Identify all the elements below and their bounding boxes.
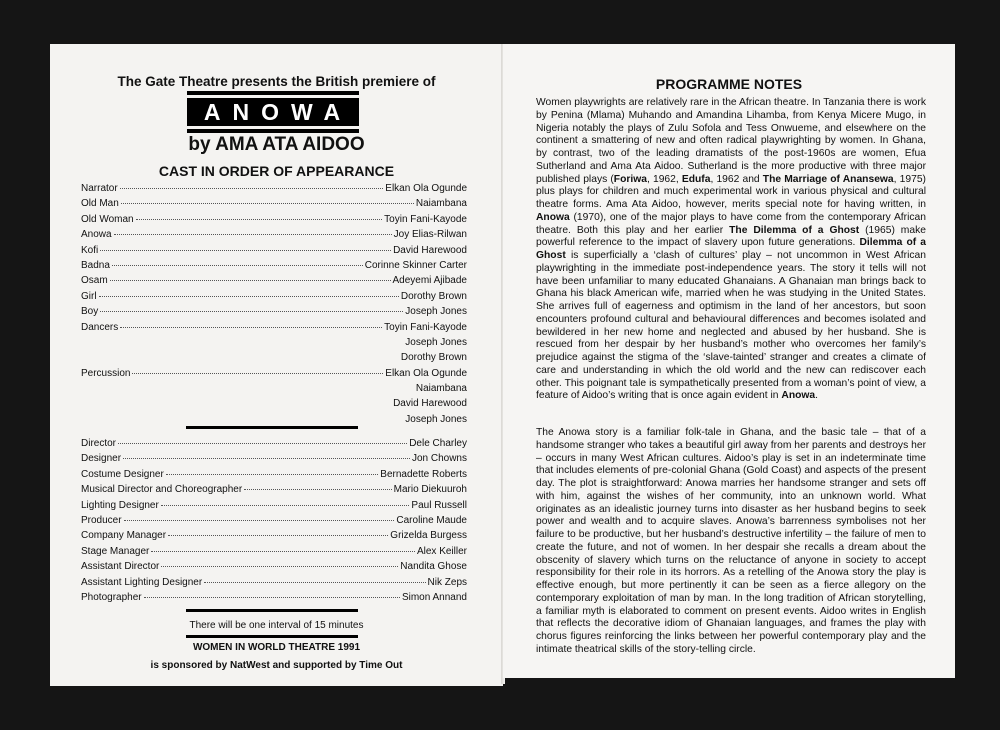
cast-name: Toyin Fani-Kayode bbox=[384, 213, 467, 225]
title-reference: The Marriage of Anansewa bbox=[762, 173, 894, 185]
cast-name: Elkan Ola Ogunde bbox=[385, 183, 467, 194]
cast-row bbox=[81, 322, 467, 337]
cast-row bbox=[81, 260, 467, 275]
dot-leader bbox=[244, 489, 391, 490]
dot-leader bbox=[112, 265, 363, 266]
title-reference: Edufa bbox=[681, 173, 711, 185]
cast-role: Dancers bbox=[81, 321, 119, 333]
dot-leader bbox=[100, 311, 403, 312]
cast-row bbox=[81, 398, 467, 413]
byline: by AMA ATA AIDOO bbox=[188, 134, 365, 155]
dot-leader bbox=[99, 296, 399, 297]
text-run: , 1962, bbox=[646, 173, 682, 185]
dot-leader bbox=[144, 597, 400, 598]
crew-row bbox=[81, 577, 467, 592]
cast-name: Joseph Jones bbox=[405, 306, 467, 318]
interval-note: There will be one interval of 15 minutes bbox=[189, 620, 364, 631]
cast-row bbox=[81, 368, 467, 383]
cast-role: Osam bbox=[81, 275, 108, 287]
cast-name: Joseph Jones bbox=[405, 413, 467, 425]
dot-leader bbox=[136, 219, 383, 220]
cast-role: Badna bbox=[81, 259, 110, 271]
notes-paragraph bbox=[536, 427, 926, 657]
cast-list bbox=[81, 183, 467, 429]
cast-row bbox=[81, 229, 467, 244]
crew-row bbox=[81, 438, 467, 453]
title-reference: Foriwa bbox=[613, 173, 647, 185]
text-run: . bbox=[815, 390, 819, 402]
text-run: is superficially a ‘clash of cultures’ play – not uncommon in West African playwrighting in the immediate post-independence years. The story it tells will not have been unfamiliar to many educated Ghanaians. A Ghanaian man brings back to Ghana his black American wife, married when he was studying in the United States. She arrives full of eagerness and optimism in the land of her ancestors, but soon encounters profound cultural and behavioural differences and becomes isolated and bewildered in her new home and neglected and abused by her husband. She is rescued from her despair by her husband’s mother who overcomes her family’s prejudice against the stigma of the ‘slave-tainted’ stranger and creates a climate of care and understanding in which the old world and the new can rediscover each other. This poignant tale is sympathetically presented from a woman’s point of view, a feature of Aidoo’s writing that is once again evident in bbox=[536, 250, 926, 402]
crew-name: Nik Zeps bbox=[427, 576, 467, 588]
cast-row bbox=[81, 275, 467, 290]
cast-row bbox=[81, 183, 467, 198]
dot-leader bbox=[166, 474, 378, 475]
crew-name: Jon Chowns bbox=[411, 453, 467, 465]
crew-role: Costume Designer bbox=[81, 468, 164, 480]
cast-role: Anowa bbox=[81, 229, 112, 241]
anowa-logo bbox=[187, 91, 359, 135]
notes-paragraph bbox=[536, 97, 926, 403]
cast-row bbox=[81, 352, 467, 367]
text-run: Women playwrights are relatively rare in the African theatre. In Tanzania there is work by Penina (Mlama) Muhando and Amandina Lihamba, from Kenya Micere Mugo, in Nigeria notably the plays of Zulu Sofola and Tess Onwueme, and elsewhere on the continent a smattering of new and often radical playwrighting by women. In Ghana, by contrast, two of the leading dramatists of the post-1960s are women, Efua Sutherland and Ama Ata Aidoo. Sutherland is the more productive with three major published plays ( bbox=[536, 97, 926, 185]
crew-row bbox=[81, 515, 467, 530]
cast-name: Toyin Fani-Kayode bbox=[384, 321, 467, 333]
crew-name: Grizelda Burgess bbox=[390, 530, 467, 542]
crew-row bbox=[81, 469, 467, 484]
programme-notes-title: PROGRAMME NOTES bbox=[655, 76, 803, 92]
dot-leader bbox=[110, 280, 391, 281]
cast-name: Naiambana bbox=[415, 383, 467, 395]
dot-leader bbox=[114, 234, 392, 235]
logo-word: ANOWA bbox=[187, 98, 359, 126]
crew-role: Assistant Lighting Designer bbox=[81, 576, 203, 588]
intro-line: The Gate Theatre presents the British premiere of bbox=[117, 74, 436, 89]
cast-row bbox=[81, 383, 467, 398]
crew-row bbox=[81, 592, 467, 607]
sponsor-line: is sponsored by NatWest and supported by Time Out bbox=[150, 660, 403, 671]
dot-leader bbox=[100, 250, 391, 251]
dot-leader bbox=[120, 188, 384, 189]
crew-row bbox=[81, 546, 467, 561]
divider-rule bbox=[186, 635, 358, 638]
dot-leader bbox=[120, 327, 382, 328]
crew-name: Dele Charley bbox=[409, 438, 467, 449]
right-page bbox=[503, 44, 955, 678]
logo-top-bar bbox=[187, 91, 359, 95]
crew-role: Stage Manager bbox=[81, 545, 150, 557]
dot-leader bbox=[121, 203, 414, 204]
title-reference: Anowa bbox=[536, 211, 570, 223]
dot-leader bbox=[124, 520, 395, 521]
crew-name: Nandita Ghose bbox=[400, 561, 467, 573]
cast-row bbox=[81, 214, 467, 229]
crew-role: Assistant Director bbox=[81, 561, 160, 573]
crew-row bbox=[81, 561, 467, 576]
crew-name: Caroline Maude bbox=[396, 514, 467, 526]
crew-name: Alex Keiller bbox=[416, 545, 467, 557]
crew-row bbox=[81, 500, 467, 515]
title-reference: Dilemma of a Ghost bbox=[536, 237, 926, 261]
cast-name: Joy Elias-Rilwan bbox=[393, 229, 467, 241]
crew-name: Simon Annand bbox=[401, 591, 467, 603]
cast-row bbox=[81, 291, 467, 306]
left-page bbox=[50, 44, 503, 686]
cast-heading: CAST IN ORDER OF APPEARANCE bbox=[158, 163, 395, 179]
logo-bottom-bar bbox=[187, 129, 359, 133]
cast-name: Elkan Ola Ogunde bbox=[385, 367, 467, 379]
text-run: , 1962 and bbox=[710, 173, 763, 185]
dot-leader bbox=[168, 535, 388, 536]
cast-name: Dorothy Brown bbox=[400, 352, 467, 364]
crew-role: Lighting Designer bbox=[81, 499, 159, 511]
text-run: (1965) make powerful reference to the impact of slavery upon future generations. bbox=[536, 224, 926, 249]
cast-name: Joseph Jones bbox=[405, 336, 467, 348]
dot-leader bbox=[118, 443, 407, 444]
crew-role: Musical Director and Choreographer bbox=[81, 484, 243, 496]
crew-role: Photographer bbox=[81, 591, 142, 603]
crew-role: Producer bbox=[81, 514, 122, 526]
cast-row bbox=[81, 245, 467, 260]
cast-role: Kofi bbox=[81, 244, 99, 256]
title-reference: Anowa bbox=[781, 390, 816, 402]
cast-role: Boy bbox=[81, 306, 99, 318]
crew-row bbox=[81, 484, 467, 499]
crew-role: Designer bbox=[81, 453, 122, 465]
crew-list bbox=[81, 438, 467, 607]
crew-name: Bernadette Roberts bbox=[380, 468, 467, 480]
cast-name: David Harewood bbox=[393, 398, 467, 410]
crew-name: Paul Russell bbox=[411, 499, 467, 511]
dot-leader bbox=[151, 551, 415, 552]
divider-rule bbox=[186, 609, 358, 612]
crew-row bbox=[81, 530, 467, 545]
season-title: WOMEN IN WORLD THEATRE 1991 bbox=[192, 642, 361, 653]
cast-role: Old Woman bbox=[81, 213, 134, 225]
text-run: The Anowa story is a familiar folk-tale in Ghana, and the basic tale – that of a handsome stranger who takes a beautiful girl away from her parents and destroys her – occurs in many West African cultures. Aidoo’s play is set in an indeterminate time that includes elements of pre-colonial Ghana (Gold Coast) and aspects of the present day. The plot is straightforward: Anowa marries her handsome stranger and sets off with him, against the wishes of her community, into an unknown world. What originates as an idealistic journey turns into disaster as her husband begins to seek power and wealth and to acquire slaves. Anowa’s barrenness symbolises not her failure to be productive, but her husband’s destructive infertility – the failure of men to create the future, and not of women. In her despair she recalls a dream about the obscenity of slavery which turns on the reluctance of anyone in society to accept responsibility for their role in its horrors. As a retelling of the Anowa story the play is effective enough, but more pertinently it can be seen as a fierce allegory on the contemporary exploitation of man by man. In the long tradition of African storytelling, a familiar myth is elaborated to comment on present events. Aidoo writes in English that reflects the decorative idiom of Ghanaian languages, and frames the play with chorus figures reinforcing the links between her powerful contemporary play and the intimate theatrical skills of the story-telling circle. bbox=[536, 427, 926, 655]
crew-name: Mario Diekuuroh bbox=[393, 484, 467, 496]
crew-role: Director bbox=[81, 438, 117, 449]
dot-leader bbox=[161, 505, 410, 506]
dot-leader bbox=[204, 582, 425, 583]
cast-role: Girl bbox=[81, 290, 97, 302]
dot-leader bbox=[161, 566, 398, 567]
cast-name: Naiambana bbox=[415, 198, 467, 210]
cast-name: Dorothy Brown bbox=[400, 290, 467, 302]
dot-leader bbox=[132, 373, 383, 374]
cast-name: Adeyemi Ajibade bbox=[392, 275, 467, 287]
cast-name: Corinne Skinner Carter bbox=[364, 259, 467, 271]
cast-role: Percussion bbox=[81, 367, 131, 379]
cast-role: Old Man bbox=[81, 198, 119, 210]
text-run: (1970), one of the major plays to have come from the contemporary African theatre. Both this play and her earlier bbox=[536, 211, 926, 236]
cast-row bbox=[81, 198, 467, 213]
crew-row bbox=[81, 453, 467, 468]
cast-row bbox=[81, 337, 467, 352]
divider-rule bbox=[186, 426, 358, 429]
cast-role: Narrator bbox=[81, 183, 118, 194]
title-reference: The Dilemma of a Ghost bbox=[729, 224, 860, 236]
crew-role: Company Manager bbox=[81, 530, 167, 542]
cast-name: David Harewood bbox=[393, 244, 467, 256]
dot-leader bbox=[123, 458, 410, 459]
cast-row bbox=[81, 306, 467, 321]
text-run: , 1975) plus plays for children and much experimental work in various physical and cultural theatre forms. Ama Ata Aidoo, however, merits special note for having written, in bbox=[536, 173, 926, 210]
